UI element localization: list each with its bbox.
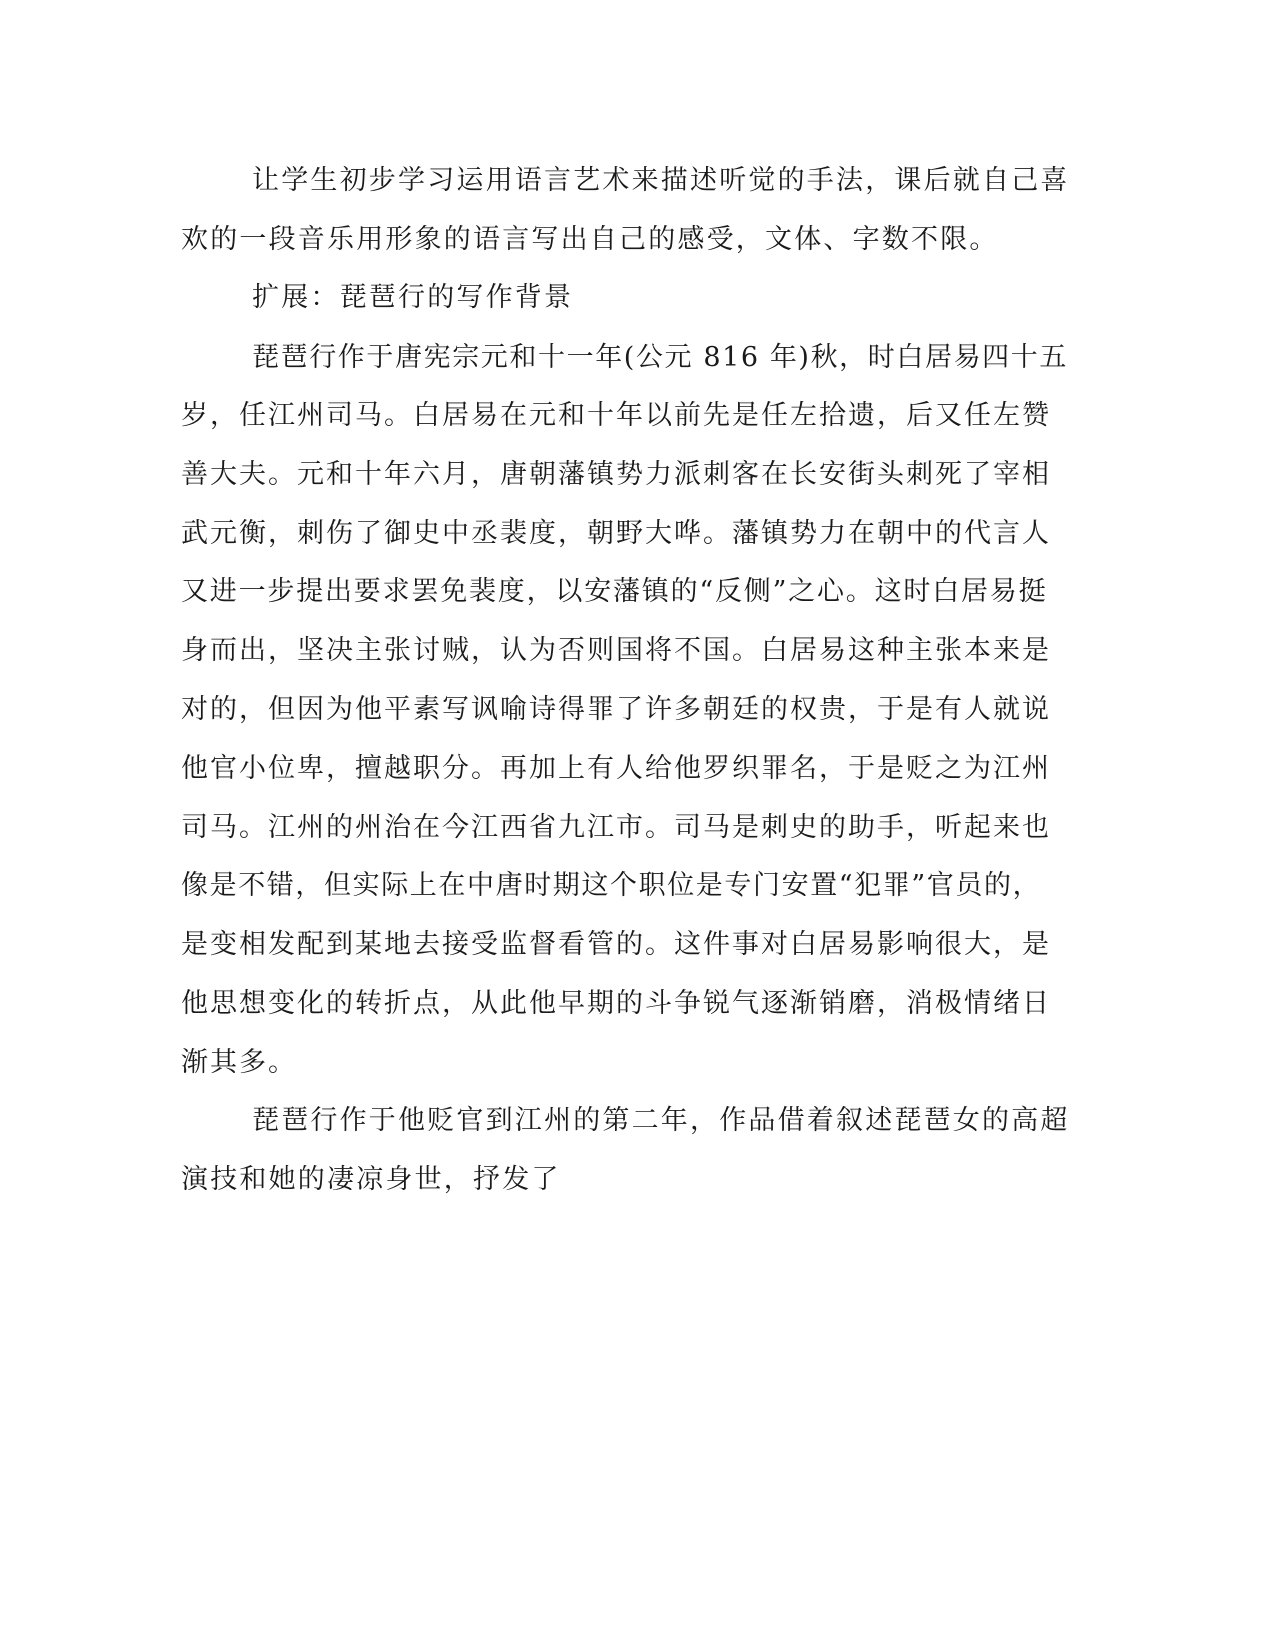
- text-line: 渐其多。: [181, 1047, 297, 1078]
- text-line: 他思想变化的转折点，从此他早期的斗争锐气逐渐销磨，消极情绪日: [181, 988, 1051, 1019]
- text-line: 让学生初步学习运用语言艺术来描述听觉的手法，课后就自己喜: [252, 165, 1070, 196]
- text-line: 像是不错，但实际上在中唐时期这个职位是专门安置“犯罪”官员的，: [181, 870, 1042, 901]
- text-line: 是变相发配到某地去接受监督看管的。这件事对白居易影响很大，是: [181, 929, 1051, 960]
- text-line: 对的，但因为他平素写讽喻诗得罪了许多朝廷的权贵，于是有人就说: [181, 694, 1051, 725]
- section-heading: 扩展：琵琶行的写作背景: [252, 282, 574, 313]
- text-line: 演技和她的凄凉身世，抒发了: [181, 1164, 561, 1195]
- text-line: 身而出，坚决主张讨贼，认为否则国将不国。白居易这种主张本来是: [181, 635, 1051, 666]
- text-line: 欢的一段音乐用形象的语言写出自己的感受，文体、字数不限。: [181, 224, 999, 255]
- text-line: 又进一步提出要求罢免裴度，以安藩镇的“反侧”之心。这时白居易挺: [181, 576, 1048, 607]
- text-line: 司马。江州的州治在今江西省九江市。司马是刺史的助手，听起来也: [181, 812, 1051, 843]
- text-line: 武元衡，刺伤了御史中丞裴度，朝野大哗。藩镇势力在朝中的代言人: [181, 518, 1051, 549]
- text-line: 他官小位卑，擅越职分。再加上有人给他罗织罪名，于是贬之为江州: [181, 753, 1051, 784]
- text-line: 琵琶行作于唐宪宗元和十一年(公元 816 年)秋，时白居易四十五: [252, 342, 1068, 373]
- text-line: 善大夫。元和十年六月，唐朝藩镇势力派刺客在长安街头刺死了宰相: [181, 459, 1051, 490]
- text-line: 岁，任江州司马。白居易在元和十年以前先是任左拾遗，后又任左赞: [181, 400, 1051, 431]
- text-line: 琵琶行作于他贬官到江州的第二年，作品借着叙述琵琶女的高超: [252, 1105, 1070, 1136]
